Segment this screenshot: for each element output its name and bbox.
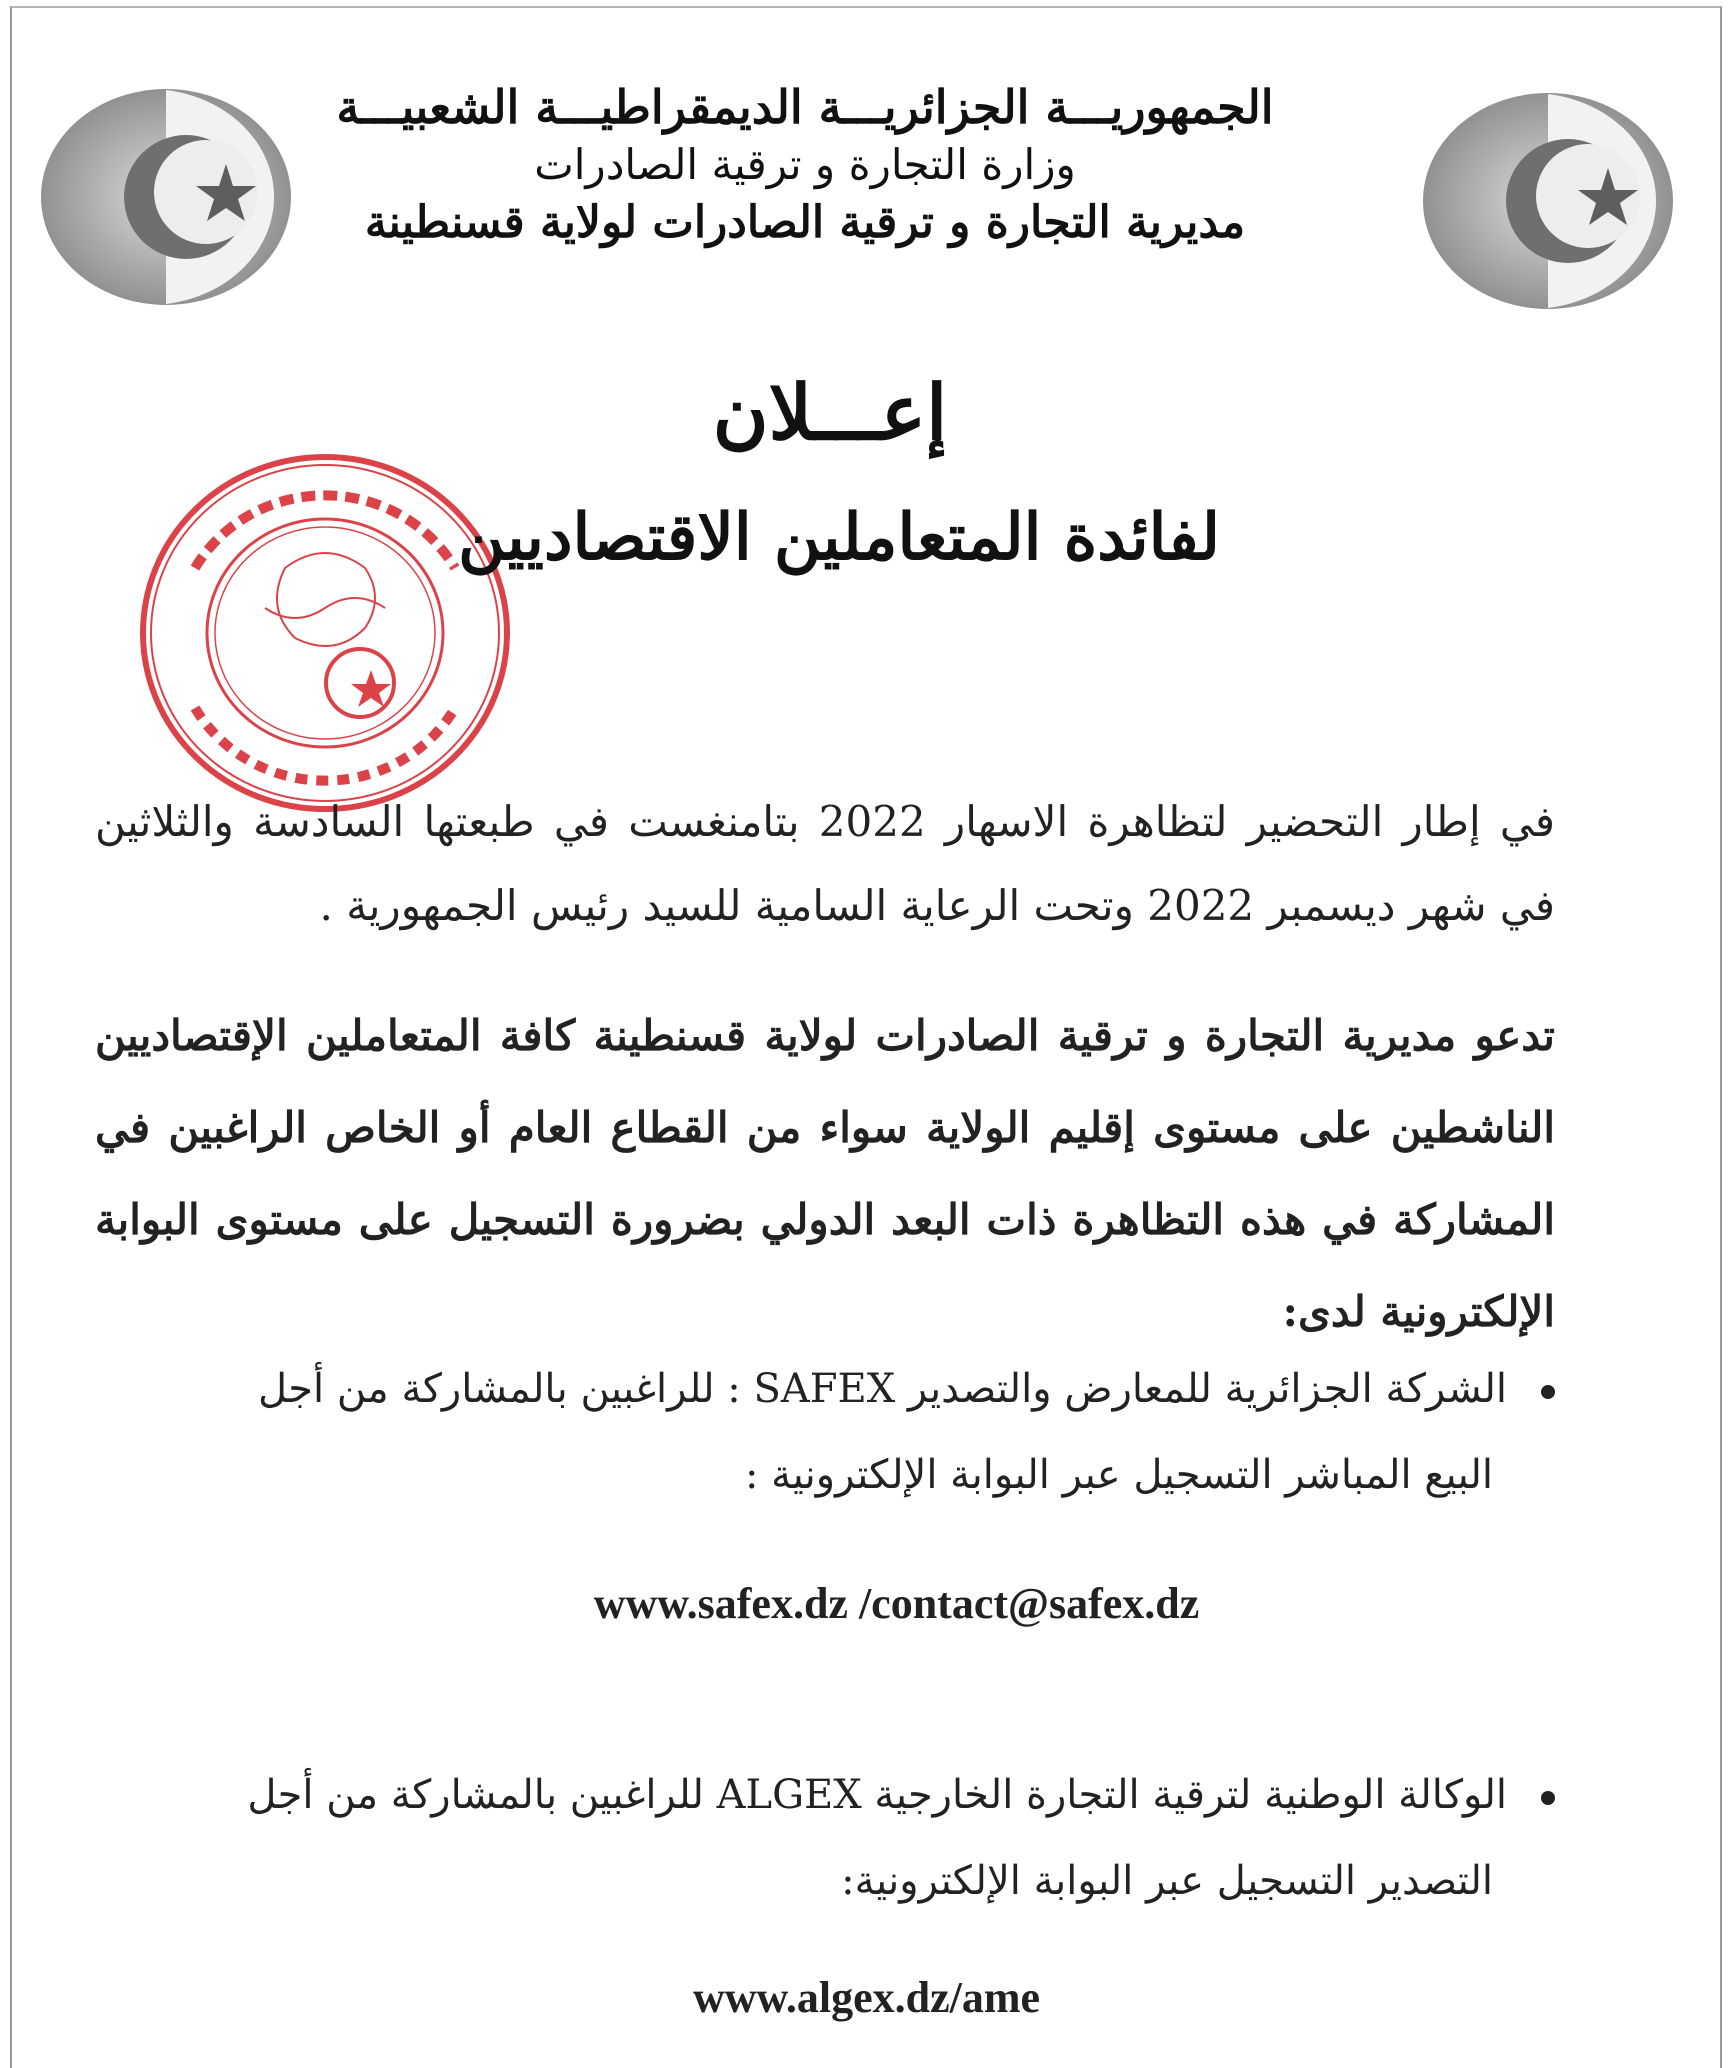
list-item-text: التصدير التسجيل عبر البوابة الإلكترونية: <box>841 1858 1493 1904</box>
list-item-safex <box>95 1346 1555 1518</box>
intro-paragraph: في إطار التحضير لتظاهرة الاسهار 2022 بتامنغست في طبعتها السادسة والثلاثين في شهر ديسمبر 2022 وتحت الرعاية السامية للسيد رئيس الجمهورية . <box>95 797 1555 930</box>
algeria-flag-emblem-left-icon <box>36 82 296 312</box>
list-item-text: البيع المباشر التسجيل عبر البوابة الإلكترونية : <box>744 1452 1493 1498</box>
bullet-icon <box>1541 1791 1555 1805</box>
list-item-text: الشركة الجزائرية للمعارض والتصدير SAFEX : للراغبين بالمشاركة من أجل <box>258 1366 1507 1412</box>
country-name: الجمهوريـــة الجزائريـــة الديمقراطيـــة الشعبيـــة <box>336 80 1274 134</box>
announcement-subtitle: لفائدة المتعاملين الاقتصاديين <box>458 500 1220 575</box>
ministry-name: وزارة التجارة و ترقية الصادرات <box>534 140 1076 189</box>
algex-website-link[interactable]: www.algex.dz/ame <box>692 1973 1041 2022</box>
announcement-title: إعـــلان <box>712 368 948 457</box>
list-item-text: الوكالة الوطنية لترقية التجارة الخارجية ALGEX للراغبين بالمشاركة من أجل <box>247 1772 1507 1818</box>
directorate-name: مديرية التجارة و ترقية الصادرات لولاية قسنطينة <box>364 197 1246 248</box>
algeria-flag-emblem-right-icon <box>1418 86 1678 316</box>
bullet-icon <box>1541 1385 1555 1399</box>
invitation-paragraph: تدعو مديرية التجارة و ترقية الصادرات لولاية قسنطينة كافة المتعاملين الإقتصاديين الناشطين على مستوى إقليم الولاية سواء من القطاع العام أو الخاص الراغبين في المشاركة في هذه التظاهرة ذات البعد الدولي بضرورة التسجيل على مستوى البوابة الإلكترونية لدى: <box>95 1011 1555 1336</box>
safex-website-link[interactable]: www.safex.dz /contact@safex.dz <box>593 1579 1200 1628</box>
list-item-algex <box>95 1752 1555 1924</box>
document-header <box>330 78 1280 252</box>
